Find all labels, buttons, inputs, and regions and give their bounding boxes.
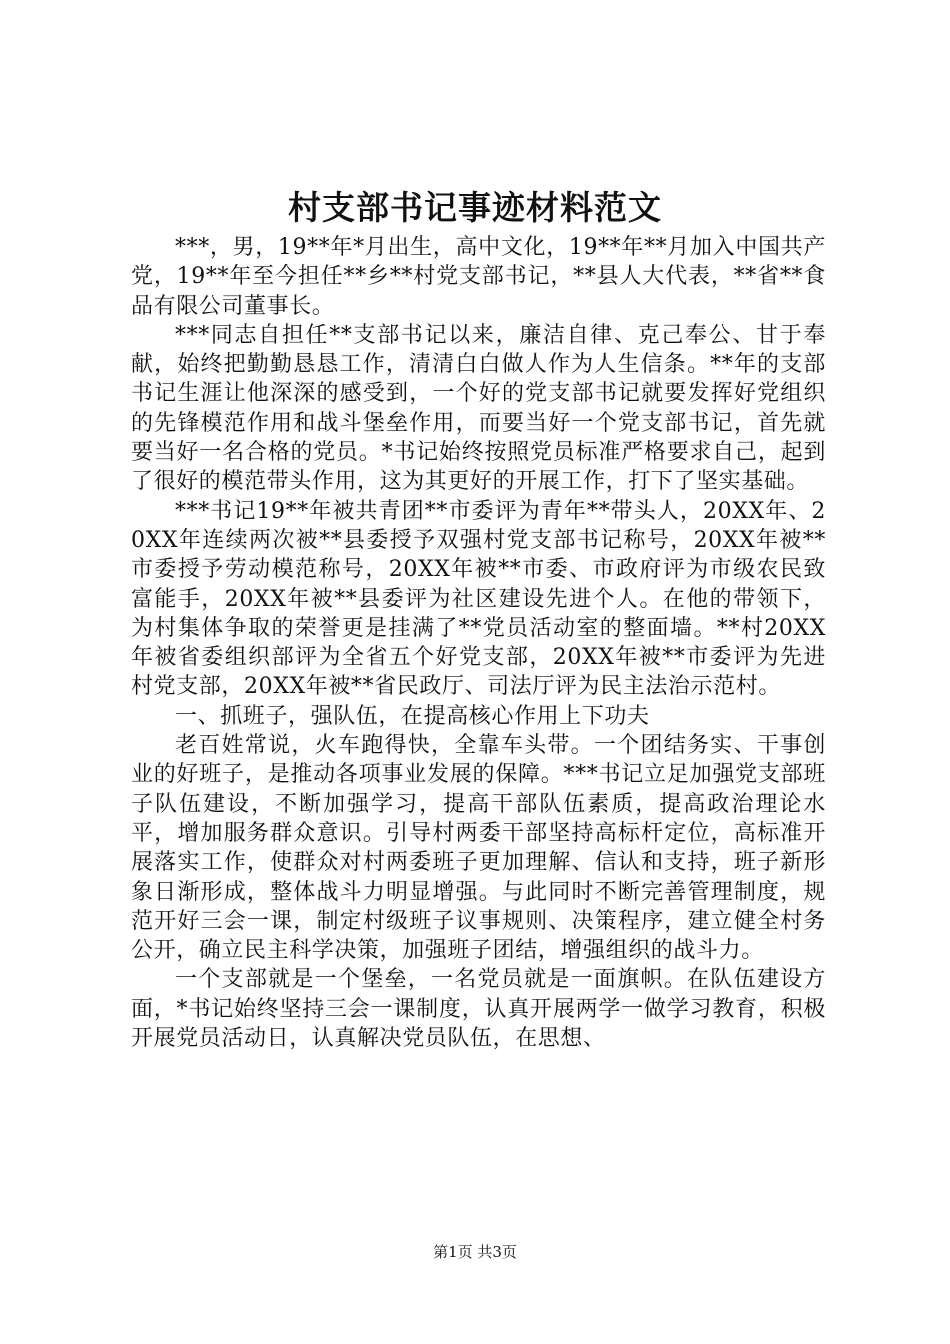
section-heading: 一、抓班子，强队伍，在提高核心作用上下功夫 bbox=[175, 703, 650, 729]
document-title: 村支部书记事迹材料范文 bbox=[288, 188, 662, 227]
page-number: 第1页 共3页 bbox=[433, 1243, 517, 1261]
paragraph-team-building: 老百姓常说，火车跑得快，全靠车头带。一个团结务实、干事创业的好班子，是推动各项事业发展的保障。***书记立足加强党支部班子队伍建设，不断加强学习，提高干部队伍素质，提高政治理论水平，增加服务群众意识。引导村两委干部坚持高标杆定位，高标准开展落实工作，使群众对村两委班子更加理解、信认和支持，班子新形象日渐形成，整体战斗力明显增强。与此同时不断完善管理制度，规范开好三会一课，制定村级班子议事规则、决策程序，建立健全村务公开，确立民主科学决策，加强班子团结，增强组织的战斗力。 bbox=[131, 733, 826, 964]
document-body bbox=[131, 233, 826, 1053]
paragraph-party-members: 一个支部就是一个堡垒，一名党员就是一面旗帜。在队伍建设方面，*书记始终坚持三会一课制度，认真开展两学一做学习教育，积极开展党员活动日，认真解决党员队伍，在思想、 bbox=[131, 967, 826, 1052]
paragraph-honors: ***书记19**年被共青团**市委评为青年**带头人，20XX年、20XX年连续两次被**县委授予双强村党支部书记称号，20XX年被**市委授予劳动模范称号，20XX年被**市委、市政府评为市级农民致富能手，20XX年被**县委评为社区建设先进个人。在他的带领下，为村集体争取的荣誉更是挂满了**党员活动室的整面墙。**村20XX年被省委组织部评为全省五个好党支部，20XX年被**市委评为先进村党支部，20XX年被**省民政厅、司法厅评为民主法治示范村。 bbox=[131, 498, 826, 700]
paragraph-intro: ***，男，19**年*月出生，高中文化，19**年**月加入中国共产党，19**年至今担任**乡**村党支部书记，**县人大代表，**省**食品有限公司董事长。 bbox=[131, 235, 826, 319]
paragraph-character: ***同志自担任**支部书记以来，廉洁自律、克己奉公、甘于奉献，始终把勤勤恳恳工作，清清白白做人作为人生信条。**年的支部书记生涯让他深深的感受到，一个好的党支部书记就要发挥好党组织的先锋模范作用和战斗堡垒作用，而要当好一个党支部书记，首先就要当好一名合格的党员。*书记始终按照党员标准严格要求自己，起到了很好的模范带头作用，这为其更好的开展工作，打下了坚实基础。 bbox=[131, 322, 826, 495]
